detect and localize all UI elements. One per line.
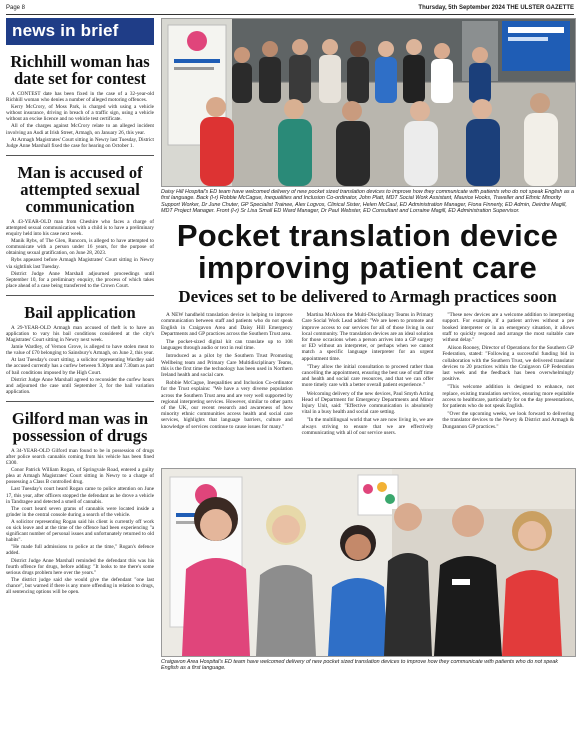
brief-headline: Bail application — [24, 302, 136, 322]
brief-paragraph: Rybs appeared before Armagh Magistrates' Court sitting in Newry via sightlink last Tuesday. — [6, 257, 154, 270]
brief-paragraph: The district judge said she would give the defendant "one last chance", but warned if there is any more offending in relation to drugs, all sentencing options will be open. — [6, 576, 154, 595]
main-subhead: Devices set to be delivered to Armagh practices soon — [178, 287, 557, 307]
article-paragraph: A NEW handheld translation device is helping to improve communication between staff and patients who do not speak English in Craigavon Area and Daisy Hill Emergency Departments and GP practices across the Southern Trust area. — [161, 312, 293, 337]
brief-paragraph: District Judge Anne Marshall adjourned proceedings until September 10, for a preliminary enquiry, the process of which takes place ahead of a case being transferred to the Crown Court. — [6, 270, 154, 289]
article-paragraph: The pocket-sized digital kit can translate up to 108 languages through audio or text in real time. — [161, 339, 293, 352]
photo-craigavon-illustration — [162, 469, 575, 656]
main-headline: Pocket translation device improving patient care — [176, 218, 559, 286]
article-paragraph: "These new devices are a welcome addition to interpreting support. For example, if a patient arrives without a pre booked interpreter or in an emergency situation, it allows staff to quickly respond and arrange the most suitable care without delay." — [442, 312, 574, 343]
article-paragraph: Martina McAloon the Multi-Disciplinary Teams in Primary Care Social Work Lead added: "We are keen to promote and improve access to our services for all of those living in our local community. The translation devices are an ideal solution for those occasions when a person arrives into a GP surgery or ED without an interpreter, or perhaps when we cannot match a specific language interpreter for an urgent appointment time. — [301, 312, 434, 362]
brief-paragraph: "He made full admissions to police at the time," Rogan's defence added. — [6, 544, 154, 557]
page-number: Page 8 — [6, 5, 26, 11]
article-paragraph: "This welcome addition is designed to enhance, not replace, existing translation services, ensuring more equitable access to healthcare, particularly for on the day presentations, for patients who do not speak English. — [442, 384, 574, 410]
photo-craigavon-team — [161, 468, 576, 657]
brief-paragraph: Manik Rybs, of The Glen, Runcorn, is alleged to have attempted to communicate with a person under 16 years, for the purpose of obtaining sexual gratification, on June 28, 2023. — [6, 238, 154, 257]
article-paragraph: "In the multilingual world that we are now living in, we are always striving to ensure that we are effectively communicating with all of our service users. — [301, 417, 434, 436]
photo1-caption: Daisy Hill Hospital's ED team have welcomed delivery of new pocket sized translation devices to improve how they communicate with patients who do not speak English as a first language. Back (l-r) Robbie McCague, Inequalities and Inclusion Co-ordinator, John Platt, MDT Social Work Assistant, Maurice Hooks, Traveller and Ethnic Minority Support Worker, Dr June Chuter, GP Specialist Trainee, Alex Logvos, Clinical Sister, Helen McCaul, ED Administration Manager, Fiona Finnerty, ED Admin, Deirdre Magill, MDT Project Manager. Front (l-r) Sr Lisa Small ED Ward Manager, Dr Paul Webster, ED Consultant and Lorraine Magill, ED Administration Supervisor. — [161, 189, 575, 214]
brief-paragraph: All of the charges against McCrory relate to an alleged incident involving an Audi at Irish Street, Armagh, on January 26, this year. — [6, 123, 154, 136]
brief-paragraph: At Armagh Magistrates' Court sitting in Newry last Tuesday, District Judge Anne Marshall fixed the case for hearing on October 1. — [6, 136, 154, 149]
article-paragraph: Welcoming delivery of the new devices, Paul Smyth Acting Head of Department for Emergency Departments and Minor Injury Unit, said: "Effective communication is absolutely vital in a busy health and social care setting. — [301, 390, 434, 416]
brief-paragraph: A 34-YEAR-OLD Gilford man found to be in possession of drugs after police search cannabis coming from his vehicle has been fined £300. — [6, 447, 154, 467]
brief-headline: Gilford man was in possession of drugs — [11, 408, 149, 445]
photo2-caption: Craigavon Area Hospital's ED team have welcomed delivery of new pocket sized translation devices to improve how they communicate with patients who do not speak English as a first language. — [161, 659, 558, 672]
photo-daisy-hill-team — [161, 18, 576, 187]
brief-headline: Man is accused of attempted sexual communication — [17, 162, 143, 216]
page-header — [6, 2, 574, 15]
brief-divider — [6, 155, 154, 156]
brief-paragraph: District Judge Anne Marshall reminded the defendant this was his fourth offence for drugs, before adding: "It looks to me there's some serious drugs problem here over the years." — [6, 557, 154, 576]
news-in-brief-banner: news in brief — [6, 18, 154, 45]
brief-paragraph: Last Tuesday's court heard Rogan came to police attention on June 17, this year, after officers stopped the defendant as he drove a vehicle in Tandragee and detected a smell of cannabis. — [6, 486, 154, 505]
brief-paragraph: A CONTEST date has been fixed in the case of a 32-year-old Richhill woman who denies a number of alleged motoring offences. — [6, 91, 154, 104]
brief-paragraph: A solicitor representing Rogan said his client is currently off work on sick leave and at the time of the offence had been experiencing "a significant number of personal issues and unfortunately returned to old habits". — [6, 518, 154, 544]
brief-paragraph: Conor Patrick William Rogan, of Springvale Road, entered a guilty plea at Armagh Magistrates' Court sitting in Newry to a charge of possessing a Class B controlled drug. — [6, 467, 154, 486]
main-story — [161, 18, 574, 672]
article-body — [161, 312, 574, 462]
article-paragraph: "Over the upcoming weeks, we look forward to delivering the translator devices to the Newry & District and Armagh & Dungannon GP practices." — [442, 411, 574, 430]
news-in-brief-column — [6, 18, 154, 733]
brief-paragraph: A 29-YEAR-OLD Armagh man accused of theft is to have an application to vary his bail conditions considered at the city's Magistrates' Court sitting in Newry next week. — [6, 324, 154, 344]
brief-headline: Richhill woman has date set for contest — [10, 52, 150, 88]
photo-daisy-hill-illustration — [162, 19, 575, 186]
article-column — [302, 312, 434, 462]
brief-paragraph: District Judge Anne Marshall agreed to reconsider the curfew hours and adjourned the case until September 3, for the bail variation application. — [6, 376, 154, 395]
article-column — [442, 312, 574, 462]
brief-divider — [6, 401, 154, 402]
brief-paragraph: At last Tuesday's court sitting, a solicitor representing Wardley said the accused currently has a curfew between 9.30pm and 7.30am as part of bail conditions imposed by the High Court. — [6, 357, 154, 376]
article-paragraph: Robbie McCague, Inequalities and Inclusion Co-ordinator for the Trust explains: "We have a very diverse population across the Southern Trust area and are very well supported by regional interpreting services. However, similar to other parts of the UK, our recent research and awareness of how minority ethnic communities access health and social care services, highlights that language barriers, culture and knowledge of services continue to cause issues for many." — [161, 380, 293, 430]
brief-paragraph: The court heard seven grams of cannabis were located inside a grinder in the central console during a search of the vehicle. — [6, 505, 154, 518]
brief-paragraph: Jamie Wardley, of Vernon Grove, is alleged to have stolen meat to the value of £70 belonging to Sainsbury's Armagh, on June 2, this year. — [6, 344, 154, 357]
article-paragraph: Introduced as a pilot by the Southern Trust Promoting Wellbeing team and Primary Care Multidisciplinary Teams, this is the first time the technology has been used in Northern Ireland health and social care. — [161, 353, 293, 379]
brief-stories — [6, 53, 154, 595]
brief-paragraph: A 43-YEAR-OLD man from Cheshire who faces a charge of attempted sexual communication with a child is to have a preliminary enquiry held into his case next week. — [6, 218, 154, 238]
brief-divider — [6, 295, 154, 296]
brief-paragraph: Kerry McCrory, of Moss Park, is charged with using a vehicle without insurance, driving in breach of a traffic sign, using a vehicle without an excise licence and no vehicle test certificate. — [6, 104, 154, 123]
article-column — [161, 312, 293, 462]
article-paragraph: Alison Rooney, Director of Operations for the Southern GP Federation, stated: "Following a successful funding bid in collaboration with the Southern Trust, we delivered translator devices to 20 practices within the Craigavon GP Federation last week and the feedback has been overwhelmingly positive. — [442, 345, 574, 383]
article-paragraph: "They allow the initial consultation to proceed rather than cancelling the appointment, ensuring the best use of staff time and health and social care resources, and that we can offer more timely care with a better overall patient experience." — [301, 363, 434, 389]
date-and-paper: Thursday, 5th September 2024 THE ULSTER GAZETTE — [418, 5, 574, 11]
